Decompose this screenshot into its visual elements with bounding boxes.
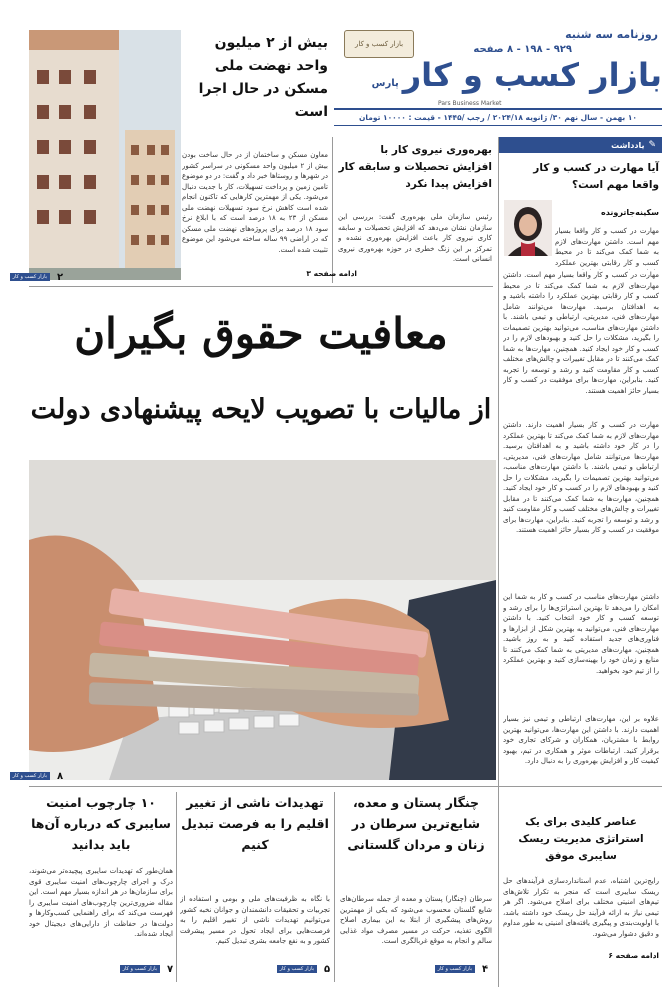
housing-page-tag: بازار کسب و کار: [10, 273, 50, 281]
fintech-body: رایج‌ترین اشتباه، عدم استانداردسازی فرآیندهای حل ریسک سایبری است که منجر به تکرار تلاش‌های تیم‌های امنیتی مختلف برای اصلاح می‌شود. اگر هر تیمی نیاز به ارائه فرآیند حل ریسک خود داشته باشد، با اولویت‌بندی و پیگیری یافته‌های امنیتی به طور مداوم و دقیق دشوار می‌شود.: [503, 877, 659, 938]
masthead: [334, 28, 662, 130]
cyber-page-number: ۷: [166, 963, 174, 975]
masthead-dateline-bar: [334, 108, 662, 126]
pistachio-page-tag: بازار کسب و کار: [435, 965, 475, 973]
column-p2: مهارت در کسب و کار بسیار اهمیت دارند. داشتن مهارت‌های لازم به شما کمک می‌کند تا بهترین عملکرد را در کار خود داشته باشید و به اهدافتان برسید. مهارت‌ها می‌توانند شامل مهارت‌های فنی، مدیریتی، ارتباطی و تیمی باشند. با داشتن مهارت‌های مناسب، می‌توانید بهترین تصمیمات را بگیرید، مشکلات را حل کنید و بهبودهای لازم را در کسب و کار خود ایجاد کنید. همچنین، مهارت‌ها به شما کمک می‌کنند تا در مقابل تغییرات و چالش‌های مختلف کسب و کار مقاومت کنید و رشد و توسعه را تجربه کنید. بنابراین، مهارت‌ها برای موفقیت در کسب و کار بسیار حائز اهمیت هستند.: [503, 421, 659, 534]
climate-page-number: ۵: [323, 963, 331, 975]
rule-v-top: [332, 137, 333, 283]
workforce-headline[interactable]: بهره‌وری نیروی کار با افزایش تحصیلات و سابقه کار افزایش پیدا نکرد: [338, 144, 492, 190]
masthead-subtitle-en: Pars Business Market: [438, 100, 502, 107]
workforce-body: رئیس سازمان ملی بهره‌وری گفت: بررسی این سازمان نشان می‌دهد که افزایش تحصیلات و سابقه کاری نیروی کار باعث افزایش بهره‌وری نشده و تمرکز بر این زنگ خطری در حوزه بهره‌وری نیروی انسانی است.: [338, 213, 492, 263]
masthead-title: [372, 56, 662, 94]
pen-icon: ✎: [648, 140, 656, 150]
column-p1: مهارت در کسب و کار واقعا بسیار مهم است. داشتن مهارت‌های لازم به شما کمک می‌کند تا در محیط کسب و کار رقابتی بهترین عملکرد: [555, 227, 659, 267]
rule-h-top: [29, 286, 493, 287]
cyber-body: همان‌طور که تهدیدات سایبری پیچیده‌تر می‌شوند، درک و اجرای چارچوب‌های امنیت سایبری قوی برای سازمان‌ها در هر اندازه بسیار مهم است. این مقاله ضروری‌ترین چارچوب‌های امنیت سایبری را فهرست می‌کند که برای راهنمایی کسب‌وکارها و دولت‌ها در حفاظت از دارایی‌های دیجیتال خود ایجاد شده‌اند.: [29, 867, 173, 938]
seal-text: بازار کسب و کار: [354, 40, 404, 48]
rule-v-right: [498, 137, 499, 987]
column-title[interactable]: آیا مهارت در کسب و کار واقعا مهم است؟: [533, 162, 659, 191]
pistachio-headline[interactable]: چنگار پستان و معده، شایع‌ترین سرطان در زنان و مردان گلستانی: [347, 795, 485, 852]
workforce-continued[interactable]: ادامه صفحه ۳: [306, 269, 357, 278]
cyber-page-tag: بازار کسب و کار: [120, 965, 160, 973]
housing-photo: [29, 30, 181, 280]
column-label-bar: [499, 137, 662, 153]
column-author-photo: [504, 200, 552, 256]
housing-page-badge[interactable]: [10, 271, 67, 283]
column-p4: علاوه بر این، مهارت‌های ارتباطی و تیمی نیز بسیار اهمیت دارند. با داشتن این مهارت‌ها، می‌توانید بهترین روابط با مشتریان، همکاران و شرکای تجاری خود برقرار کنید. ارتباطات موثر و همکاری در تیم، بهبود کیفیت کار و افزایش بهره‌وری را به دنبال دارد.: [503, 715, 659, 765]
pistachio-body: سرطان (چنگار) پستان و معده از جمله سرطان‌های شایع گلستان محسوب می‌شود که یکی از مهمترین روش‌های پیشگیری از ابتلا به این بیماری اصلاح الگوی تغذیه، حرکت در مسیر مصرف مواد غذایی سالم و انجام به موقع غربالگری است.: [340, 895, 492, 945]
climate-headline[interactable]: تهدیدات ناشی از تغییر اقلیم را به فرصت تبدیل کنیم: [181, 795, 329, 852]
main-page-tag: بازار کسب و کار: [10, 772, 50, 780]
column-p3: داشتن مهارت‌های مناسب در کسب و کار به شما این امکان را می‌دهد تا بهترین استراتژی‌ها را برای رشد و توسعه کسب و کار خود انتخاب کنید. با داشتن مهارت‌های فنی، می‌توانید به بهترین شکل از ابزارها و فناوری‌های جدید استفاده کنید و به روز باشید. همچنین، مهارت‌های مدیریتی به شما کمک می‌کنند تا منابع و زمان خود را بهینه‌سازی کنید و بهترین عملکرد را از تیم خود بخواهید.: [503, 593, 659, 675]
climate-page-badge[interactable]: [277, 963, 334, 975]
cyber-headline[interactable]: ۱۰ چارچوب امنیت سایبری که درباره آن‌ها باید بدانید: [31, 795, 171, 852]
rule-v-bottom-1: [334, 792, 335, 982]
housing-headline[interactable]: بیش از ۲ میلیون واحد نهضت ملی مسکن در حال اجرا است: [198, 35, 328, 120]
fintech-headline[interactable]: عناصر کلیدی برای یک استراتژی مدیریت ریسک سایبری موفق: [518, 816, 644, 862]
climate-page-tag: بازار کسب و کار: [277, 965, 317, 973]
housing-body: معاون مسکن و ساختمان از در حال ساخت بودن بیش از ۲ میلیون واحد مسکونی در سراسر کشور در شهرها و روستاها خبر داد و گفت: در دو موضوع تامین زمین و پرداخت تسهیلات، کار با جدیت دنبال می‌شود. یکی از مهمترین کارهایی که تاکنون انجام شده است کاهش نرخ سود تسهیلات نهضت ملی مسکن از ۲۳ به ۱۸ درصد است که با ابلاغ نرخ سود ۱۸ درصد برای پروژه‌های نهضت ملی مسکن که در اراضی ۹۹ ساله ساخته می‌شود این موضوع تثبیت شده است.: [182, 151, 328, 254]
masthead-issue: ۹۲۹ - ۱۹۸ - ۸ صفحه: [473, 44, 572, 55]
masthead-seal: [344, 30, 414, 58]
main-headline[interactable]: معافیت حقوق بگیران: [74, 309, 448, 358]
pistachio-page-badge[interactable]: [435, 963, 492, 975]
masthead-day: روزنامه سه شنبه: [565, 28, 658, 41]
climate-body: با نگاه به ظرفیت‌های ملی و بومی و استفاده از تجربیات و تحقیقات دانشمندان و جوانان نخبه کشور می‌توانیم تهدیدات ناشی از تغییر اقلیم را به فرصت‌هایی برای ایجاد تحول در مسیر پیشرفت کشور و به نفع جامعه بشری تبدیل کنیم.: [180, 895, 330, 945]
rule-v-bottom-2: [176, 792, 177, 982]
pistachio-page-number: ۴: [481, 963, 489, 975]
masthead-title-suffix: پارس: [371, 78, 399, 89]
main-subheadline[interactable]: از مالیات با تصویب لایحه پیشنهادی دولت: [30, 394, 492, 425]
main-page-number: ۸: [56, 770, 64, 782]
column-label: یادداشت: [611, 140, 645, 150]
housing-page-number: ۲: [56, 271, 64, 283]
rule-h-bottom: [29, 786, 662, 787]
masthead-dateline: ۱۰ بهمن - سال نهم ۳۰/ ژانویه ۲۰۲۴/۱۸ / رجب /۱۴۴۵ - قیمت : ۱۰۰۰۰ تومان: [359, 113, 638, 122]
main-page-badge[interactable]: [10, 770, 67, 782]
column-author: سکینه‌جاترونده: [601, 208, 659, 217]
fintech-continued[interactable]: ادامه صفحه ۶: [608, 951, 659, 960]
main-photo: [29, 460, 496, 780]
column-p1-cont: مهارت در کسب و کار واقعا بسیار مهم است. داشتن مهارت‌های لازم به شما کمک می‌کند تا در محیط کسب و کار رقابتی بهترین عملکرد را داشته باشید و به اهدافتان برسید. مهارت‌ها می‌توانند شامل مهارت‌های فنی، مدیریتی، ارتباطی و تیمی باشند. با داشتن مهارت‌های مناسب، می‌توانید بهترین تصمیمات را بگیرید، مشکلات را حل کنید و بهبودهای لازم را در کسب و کار خود ایجاد کنید. همچنین، مهارت‌ها به شما کمک می‌کنند تا در مقابل تغییرات و چالش‌های مختلف کسب و کار مقاومت کنید و رشد و توسعه را تجربه کنید. بنابراین، مهارت‌ها برای موفقیت در کسب و کار بسیار حائز اهمیت هستند.: [503, 271, 659, 395]
masthead-title-main: بازار کسب و کار: [402, 56, 662, 94]
cyber-page-badge[interactable]: [120, 963, 177, 975]
